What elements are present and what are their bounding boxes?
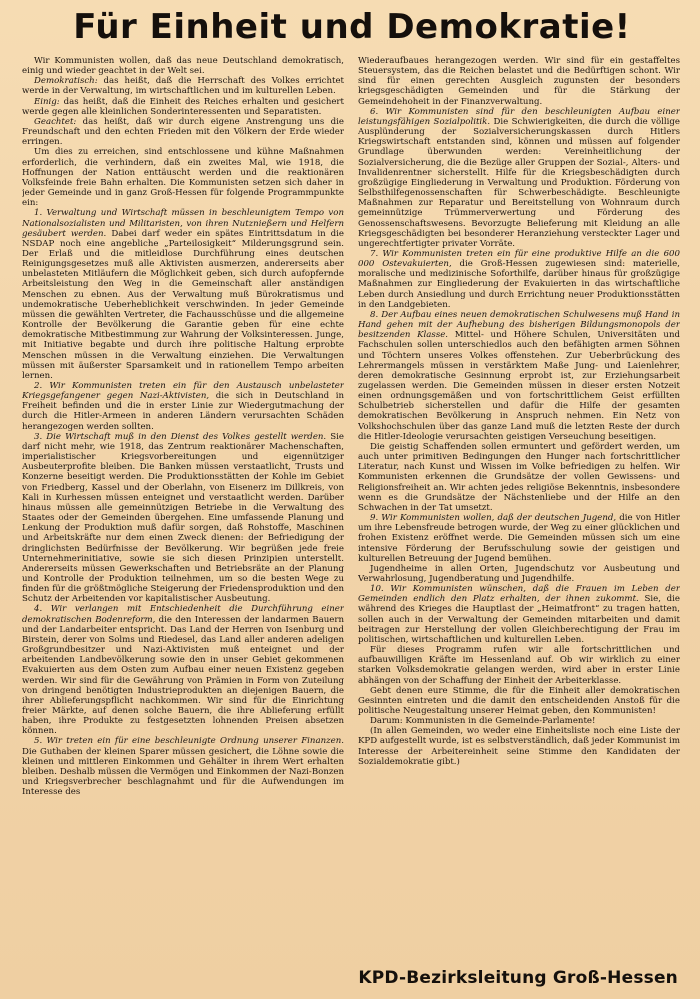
paragraph-text: Die geistig Schaffenden sollen ermuntert und gefördert werden, um auch unter primitiven Bedingungen den Hunger nach fortschrittlicher Literatur, nach Kunst und Wissen im Volke befriedigen zu helfen. Wir Kommunisten erkennen die Grundsätze der vollen Gewissens- und Religionsfreiheit an. Wir achten jedes religiöse Bekenntnis, insbesondere wenn es die Grundsätze der Nächstenliebe und der Hilfe an den Schwachen in der Tat umsetzt.: [358, 441, 680, 513]
paragraph-text: Dabei darf weder ein spätes Eintrittsdatum in die NSDAP noch eine angebliche „Parteilosigkeit“ Milderungsgrund sein. Der Erlaß und die mitleidlose Durchführung eines deutschen Reinigungsgesetzes muß alle Aktivisten ausmerzen, andererseits aber unbelasteten Mitläufern die Möglichkeit geben, sich durch aufopfernde Arbeitsleistung den Weg in die Gemeinschaft aller anständigen Menschen zu ebnen. Aus der Verwaltung muß Bürokratismus und undemokratische Ueberheblichkeit verschwinden. In jeder Gemeinde müssen die gewählten Vertreter, die Fachausschüsse und die allgemeine Kontrolle der Bevölkerung die Garantie geben für eine echte demokratische Mitbestimmung zur Wahrung der Volksinteressen. Junge, mit Initiative begabte und durch ihre politische Haltung erprobte Menschen müssen in die Verwaltung einziehen. Die Verwaltungen müssen mit äußerster Sparsamkeit und in rationellem Tempo arbeiten lernen.: [22, 228, 344, 381]
paragraph: [358, 645, 680, 686]
paragraph-text: Gebt denen eure Stimme, die für die Einheit aller demokratischen Gesinnten eintreten und die damit den entscheidenden Anstoß für die politische Neugestaltung unserer Heimat geben, den Kommunisten!: [358, 685, 680, 716]
left-column: [22, 56, 344, 958]
paragraph: [358, 564, 680, 584]
paragraph-text: Wir Kommunisten wollen, daß das neue Deutschland demokratisch, einig und wieder geachtet in der Welt sei.: [22, 56, 344, 77]
paragraph: [22, 97, 344, 117]
paragraph-text: Um dies zu erreichen, sind entschlossene und kühne Maßnahmen erforderlich, die verhindern, daß ein zweites Mal, wie 1918, die Hoffnungen der Nation enttäuscht werden und die reaktionären Volksfeinde freie Bahn erhalten. Die Kommunisten setzen sich daher in jeder Gemeinde und in ganz Groß-Hessen für folgende Programmpunkte ein:: [22, 147, 344, 209]
paragraph: [358, 513, 680, 564]
paragraph: [22, 147, 344, 208]
paragraph-lead: Einig:: [34, 96, 60, 107]
paragraph: [358, 249, 680, 310]
page-title: Für Einheit und Demokratie!: [73, 7, 631, 47]
paragraph: [358, 686, 680, 716]
paragraph-text: das heißt, daß die Einheit des Reiches erhalten und gesichert werde gegen alle kleinlichen Sonderinteressenten und Separatisten.: [22, 96, 344, 117]
paragraph-lead: 1. Verwaltung und Wirtschaft müssen in beschleunigtem Tempo von Nationalsozialisten und Militaristen, von ihren Nutznießern und Helfern gesäubert werden.: [22, 208, 344, 239]
paragraph-text: Die Schwierigkeiten, die durch die völlige Ausplünderung der Sozialversicherungskassen durch Hitlers Kriegswirtschaft entstanden sind, können und müssen auf folgender Grundlage überwunden werden: Vereinheitlichung der Sozialversicherung, die die Bezüge aller Gruppen der Sozial-, Alters- und Invalidenrentner sicherstellt. Hilfe für die Kriegsbeschädigten durch großzügige Eingliederung in Verwaltung und Produktion. Förderung von Selbsthilfegenossenschaften für Schwerbeschädigte. Beschleunigte Maßnahmen zur Reparatur und Bereitstellung von Wohnraum durch gemeinnützige Trümmerverwertung und Förderung des Genossenschaftswesens. Bevorzugte Belieferung mit Kleidung an alle Kriegsgeschädigten bei besonderer Heranziehung versteckter Lager und ungerechtfertigter privater Vorräte.: [358, 116, 680, 249]
paragraph-text: Jugendheime in allen Orten, Jugendschutz vor Ausbeutung und Verwahrlosung, Jugendberatung und Jugendhilfe.: [358, 563, 680, 584]
paragraph-text: Sie darf nicht mehr, wie 1918, das Zentrum reaktionärer Machenschaften, imperialistischer Kriegsvorbereitungen und eigennütziger Ausbeuterprofite bleiben. Die Banken müssen verstaatlicht, Trusts und Konzerne beseitigt werden. Die Produktionsstätten der Kohle im Gebiet von Friedberg, Kassel und der Oberlahn, von Eisenerz im Dillkreis, von Kali in Kurhessen müssen enteignet und verstaatlicht werden. Darüber hinaus müssen alle gemeinnützigen Betriebe in die Verwaltung des Staates oder der Gemeinden übergehen. Eine umfassende Planung und Lenkung der Produktion muß dafür sorgen, daß Rohstoffe, Maschinen und Arbeitskräfte nur dem einen Zweck dienen: der Befriedigung der dringlichsten Bedürfnisse der Bevölkerung. Wir begrüßen jede freie Unternehmerinitiative, sowie sie sich diesen Prinzipien unterstellt. Andererseits müssen Gewerkschaften und Betriebsräte an der Planung und Kontrolle der Produktion teilnehmen, um so die besten Wege zu finden für die größtmögliche Steigerung der Friedensproduktion und den Schutz der Arbeitenden vor kapitalistischer Ausbeutung.: [22, 431, 344, 605]
paragraph-lead: 5. Wir treten ein für eine beschleunigte Ordnung unserer Finanzen.: [34, 736, 344, 747]
paragraph-text: (In allen Gemeinden, wo weder eine Einheitsliste noch eine Liste der KPD aufgestellt wurde, ist es selbstverständlich, daß jeder Kommunist im Interesse der Arbeitereinheit seine Stimme den Kandidaten der Sozialdemokratie gibt.): [358, 726, 680, 767]
right-column: [358, 56, 680, 958]
paragraph: [358, 107, 680, 249]
paragraph-text: die Groß-Hessen zugewiesen sind: materielle, moralische und medizinische Soforthilfe, darüber hinaus für großzügige Maßnahmen zur Eingliederung der Evakuierten in das wirtschaftliche Leben durch Ansiedlung und durch Errichtung neuer Produktionsstätten in den Landgebieten.: [358, 259, 680, 310]
paragraph-lead: 2. Wir Kommunisten treten ein für den Austausch unbelasteter Kriegsgefangener gegen Nazi-Aktivisten,: [22, 381, 344, 402]
paragraph-text: Für dieses Programm rufen wir alle fortschrittlichen und aufbauwilligen Kräfte im Hessenland auf. Ob wir wirklich zu einer starken Volksdemokratie gelangen werden, wird aber in erster Linie abhängen von der Schaffung der Einheit der Arbeiterklasse.: [358, 645, 680, 686]
paragraph-lead: 9. Wir Kommunisten wollen, daß der deutschen Jugend,: [370, 513, 617, 524]
paragraph-text: die den Interessen der landarmen Bauern und der Landarbeiter entspricht. Das Land der Herren von Isenburg und Birstein, derer von Solms und Riedesel, das Land aller anderen adeligen Großgrundbesitzer und Nazi-Aktivisten muß enteignet und der arbeitenden Landbevölkerung sowie den in unser Gebiet gekommenen Evakuierten aus dem Osten zum Aufbau einer neuen Existenz gegeben werden. Wir sind für die Gewährung von Prämien in Form von Zuteilung von dringend benötigten Industrieprodukten an diejenigen Bauern, die ihrer Ablieferungspflicht nachkommen. Wir sind für die Einrichtung freier Märkte, auf denen solche Bauern, die ihre Ablieferung erfüllt haben, ihre Produkte zu festgesetzten lohnenden Preisen absetzen können.: [22, 614, 344, 737]
paragraph-lead: 3. Die Wirtschaft muß in den Dienst des Volkes gestellt werden.: [34, 431, 327, 442]
paragraph: [358, 56, 680, 107]
paragraph: [22, 117, 344, 147]
paragraph-text: Wiederaufbaues herangezogen werden. Wir sind für ein gestaffeltes Steuersystem, das die Reichen belastet und die Bedürftigen schont. Wir sind für einen gerechten Ausgleich zugunsten der besonders kriegsgeschädigten Gemeinden und für die Stärkung der Gemeindehoheit in der Finanzverwaltung.: [358, 56, 680, 107]
paragraph-lead: 7. Wir Kommunisten treten ein für eine produktive Hilfe an die 600 000 Ostevakuierten,: [358, 248, 680, 270]
paragraph: [358, 442, 680, 513]
paragraph-text: Darum: Kommunisten in die Gemeinde-Parlamente!: [370, 716, 596, 727]
paragraph-text: die sich in Deutschland in Freiheit befinden und die in erster Linie zur Wiedergutmachung der durch die Hitler-Armeen in anderen Ländern verursachten Schäden herangezogen werden sollten.: [22, 391, 344, 432]
paragraph-lead: 10. Wir Kommunisten wünschen, daß die Frauen im Leben der Gemeinden endlich den Platz erhalten, der ihnen zukommt.: [358, 584, 680, 605]
paragraph: [22, 381, 344, 432]
paragraph-text: Mittel- und Höhere Schulen, Universitäten und Fachschulen sollen unterschiedlos auch den befähigten armen Söhnen und Töchtern unseres Volkes offenstehen. Zur Ueberbrückung des Lehrermangels müssen in verstärktem Maße Jung- und Laienlehrer, deren demokratische Gesinnung erprobt ist, zur Erziehungsarbeit zugelassen werden. Die Gemeinden müssen in dieser ersten Notzeit einen ordnungsgemäßen und von fortschrittlichem Geist erfüllten Schulbetrieb sicherstellen und dafür die Hilfe der gesamten demokratischen Bevölkerung in Anspruch nehmen. Ein Netz von Volkshochschulen über das ganze Land muß die letzten Reste der durch die Hitler-Ideologie verursachten geistigen Verseuchung beseitigen.: [358, 330, 680, 442]
paragraph: [22, 76, 344, 96]
paragraph-lead: 8. Der Aufbau eines neuen demokratischen Schulwesens muß Hand in Hand gehen mit der Aufhebung des bisherigen Bildungsmonopols der besitzenden Klasse.: [358, 309, 680, 341]
paragraph: [22, 736, 344, 797]
paragraph-lead: Demokratisch:: [34, 76, 98, 87]
paragraph-lead: Geachtet:: [34, 116, 77, 127]
paragraph-text: Sie, die während des Krieges die Hauptlast der „Heimatfront“ zu tragen hatten, sollen auch in der Verwaltung der Gemeinden mitarbeiten und damit beitragen zur Herstellung der vollen Gleichberechtigung der Frau im politischen, wirtschaftlichen und kulturellen Leben.: [358, 594, 680, 645]
footer-signature: KPD-Bezirksleitung Groß-Hessen: [358, 968, 678, 988]
paragraph: [358, 716, 680, 726]
paragraph: [358, 310, 680, 442]
text-columns: [22, 56, 682, 958]
paragraph-text: das heißt, daß wir durch eigene Anstrengung uns die Freundschaft und den echten Frieden mit den Völkern der Erde wieder erringen.: [22, 116, 344, 148]
paragraph: [22, 208, 344, 381]
paragraph-text: die von Hitler um ihre Lebensfreude betrogen wurde, der Weg zu einer glücklichen und frohen Existenz eröffnet werde. Die Gemeinden müssen sich um eine intensive Förderung der Berufsschulung sowie der geistigen und kulturellen Betreuung der Jugend bemühen.: [358, 513, 680, 564]
paragraph-text: Die Guthaben der kleinen Sparer müssen gesichert, die Löhne sowie die kleinen und mittleren Einkommen und Gehälter in ihrem Wert erhalten bleiben. Deshalb müssen die Vermögen und Einkommen der Nazi-Bonzen und Kriegsverbrecher beschlagnahmt und für die Aufwendungen im Interesse des: [22, 746, 344, 798]
paragraph: [22, 56, 344, 76]
paragraph-lead: 6. Wir Kommunisten sind für den beschleunigten Aufbau einer leistungsfähigen Sozialpolitik.: [358, 106, 680, 127]
paragraph-text: das heißt, daß die Herrschaft des Volkes errichtet werde in der Verwaltung, im wirtschaftlichen und im kulturellen Leben.: [22, 76, 344, 97]
paragraph: [358, 726, 680, 767]
paragraph-lead: 4. Wir verlangen mit Entschiedenheit die Durchführung einer demokratischen Bodenreform,: [22, 604, 344, 625]
paragraph: [22, 604, 344, 736]
paragraph: [22, 432, 344, 605]
paragraph: [358, 584, 680, 645]
